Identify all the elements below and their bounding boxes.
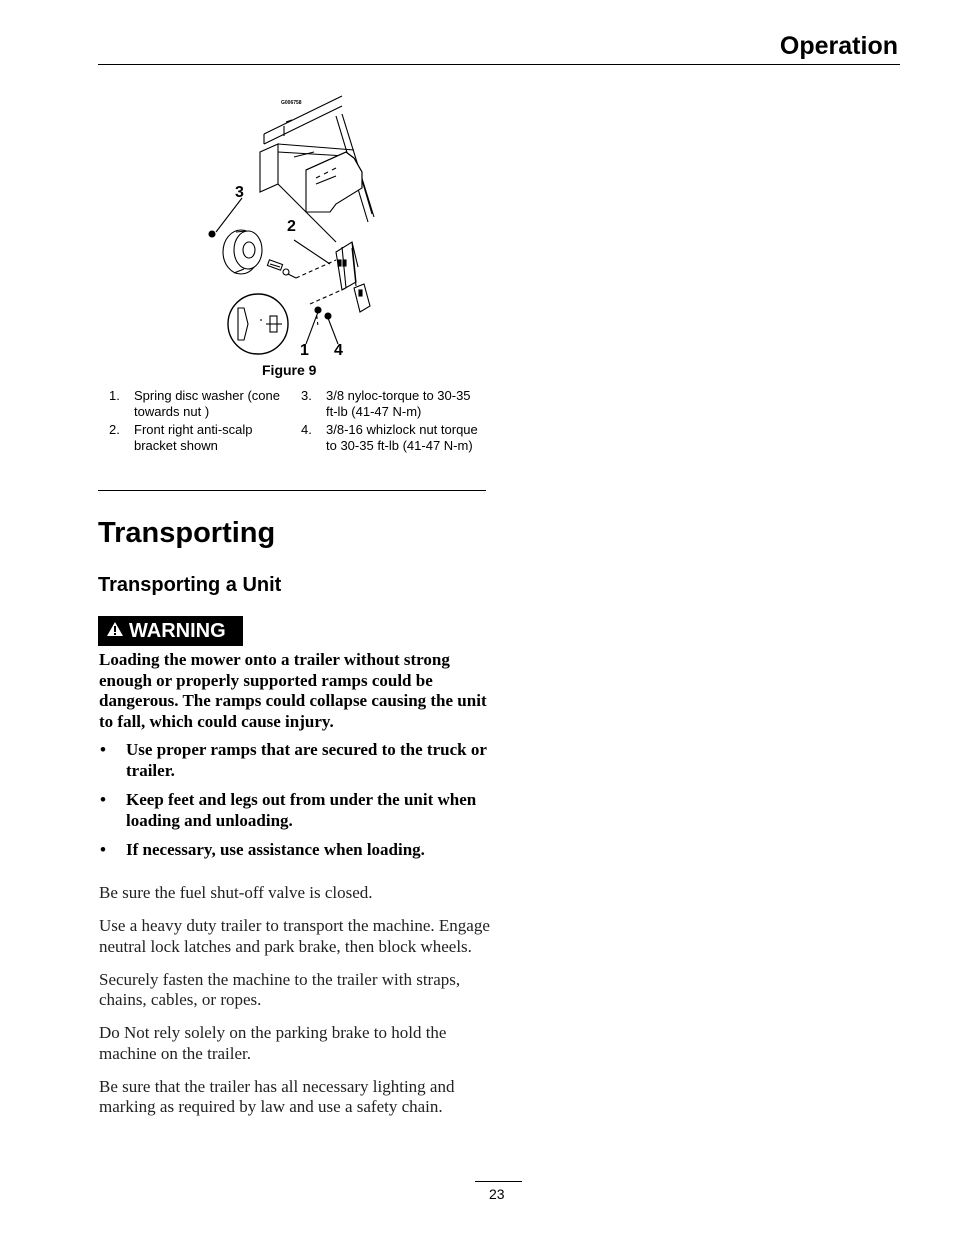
warning-bullet-list xyxy=(99,740,489,870)
paragraph: Securely fasten the machine to the trailer with straps, chains, cables, or ropes. xyxy=(99,969,461,1009)
section-subtitle: Transporting a Unit xyxy=(98,574,282,596)
page-number: 23 xyxy=(489,1186,505,1202)
body-text xyxy=(99,883,491,1130)
legend-number: 2. xyxy=(109,422,120,437)
anti-scalp-bracket-diagram xyxy=(196,92,396,362)
legend-text: 3/8 nyloc-torque to 30-35 ft-lb (41-47 N-m) xyxy=(326,388,471,419)
legend-number: 1. xyxy=(109,388,120,403)
callout-2: 2 xyxy=(287,218,296,235)
legend-item xyxy=(292,388,478,419)
bullet-text: If necessary, use assistance when loading. xyxy=(126,840,425,859)
footer-divider xyxy=(475,1181,522,1182)
legend-item xyxy=(292,422,478,453)
bullet-text: Use proper ramps that are secured to the truck or trailer. xyxy=(126,740,487,780)
legend-text: Front right anti-scalp bracket shown xyxy=(134,422,253,453)
list-item: • Keep feet and legs out from under the unit when loading and unloading. xyxy=(100,790,477,830)
paragraph: Use a heavy duty trailer to transport the machine. Engage neutral lock latches and park brake, then block wheels. xyxy=(99,916,490,956)
figure-caption: Figure 9 xyxy=(262,362,317,378)
legend-text: Spring disc washer (cone towards nut ) xyxy=(134,388,280,419)
paragraph: Be sure the fuel shut-off valve is closed. xyxy=(99,883,373,902)
paragraph: Be sure that the trailer has all necessary lighting and marking as required by law and use a safety chain. xyxy=(99,1076,455,1116)
legend-item xyxy=(100,422,286,453)
section-title: Transporting xyxy=(98,517,276,549)
callout-4: 4 xyxy=(334,342,343,359)
warning-triangle-icon xyxy=(106,620,124,643)
legend-number: 3. xyxy=(301,388,312,403)
callout-1: 1 xyxy=(300,342,309,359)
section-divider xyxy=(98,490,486,491)
legend-item xyxy=(100,388,286,419)
figure-code: G006758 xyxy=(281,100,302,106)
list-item: • If necessary, use assistance when loading. xyxy=(100,840,425,859)
legend-number: 4. xyxy=(301,422,312,437)
figure-9-illustration xyxy=(196,92,396,362)
warning-label xyxy=(98,616,243,646)
header-divider xyxy=(98,64,900,65)
paragraph: Do Not rely solely on the parking brake to hold the machine on the trailer. xyxy=(99,1023,447,1063)
page-header-title: Operation xyxy=(779,32,898,60)
warning-text: Loading the mower onto a trailer without strong enough or properly supported ramps could be dangerous. The ramps could collapse causing the unit to fall, which could cause injury. xyxy=(99,650,487,731)
callout-3: 3 xyxy=(235,184,244,201)
warning-label-text: WARNING xyxy=(129,619,226,642)
list-item: • Use proper ramps that are secured to the truck or trailer. xyxy=(100,740,487,780)
bullet-text: Keep feet and legs out from under the unit when loading and unloading. xyxy=(126,790,477,830)
legend-text: 3/8-16 whizlock nut torque to 30-35 ft-lb (41-47 N-m) xyxy=(326,422,478,453)
